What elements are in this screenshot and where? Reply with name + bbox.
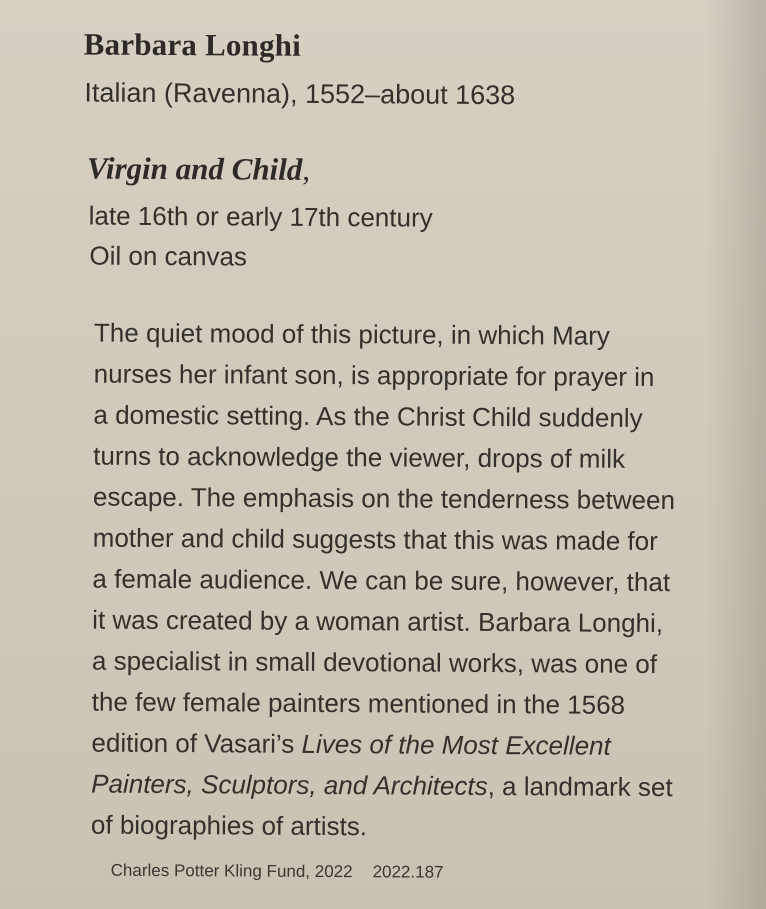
book-title-part2: Painters, Sculptors, and Architects <box>91 768 488 801</box>
description-line: mother and child suggests that this was made for <box>92 522 658 557</box>
description-text <box>91 313 694 850</box>
description-line: escape. The emphasis on the tenderness between <box>92 481 676 516</box>
description-line: a domestic setting. As the Christ Child suddenly <box>93 399 643 433</box>
artist-nationality-dates: Italian (Ravenna), 1552–about 1638 <box>84 77 516 111</box>
description-text-run: , a landmark set <box>487 770 673 803</box>
description-line <box>91 764 691 809</box>
credit-fund: Charles Potter Kling Fund, 2022 <box>110 860 353 882</box>
description-line: of biographies of artists. <box>90 809 368 842</box>
title-comma: , <box>302 151 311 187</box>
description-line: turns to acknowledge the viewer, drops of milk <box>93 440 626 474</box>
artwork-date: late 16th or early 17th century <box>88 200 433 233</box>
description-line: a female audience. We can be sure, however, that <box>92 563 671 598</box>
book-title-part1: Lives of the Most Excellent <box>301 728 611 761</box>
description-line: the few female painters mentioned in the 1568 <box>91 686 626 720</box>
description-line: nurses her infant son, is appropriate for prayer in <box>93 358 655 393</box>
description-text-run: edition of Vasari’s <box>91 727 302 759</box>
description-line: a specialist in small devotional works, was one of <box>91 645 658 680</box>
artwork-medium: Oil on canvas <box>89 240 248 272</box>
wall-shadow <box>706 0 766 909</box>
description-line: The quiet mood of this picture, in which Mary <box>93 317 610 351</box>
description-line: it was created by a woman artist. Barbara Longhi, <box>92 604 664 639</box>
artwork-title-line <box>87 151 310 188</box>
artist-name: Barbara Longhi <box>83 26 302 63</box>
accession-number: 2022.187 <box>372 862 444 882</box>
description-line <box>91 723 691 768</box>
credit-line <box>111 861 444 883</box>
artwork-title: Virgin and Child <box>86 150 303 187</box>
